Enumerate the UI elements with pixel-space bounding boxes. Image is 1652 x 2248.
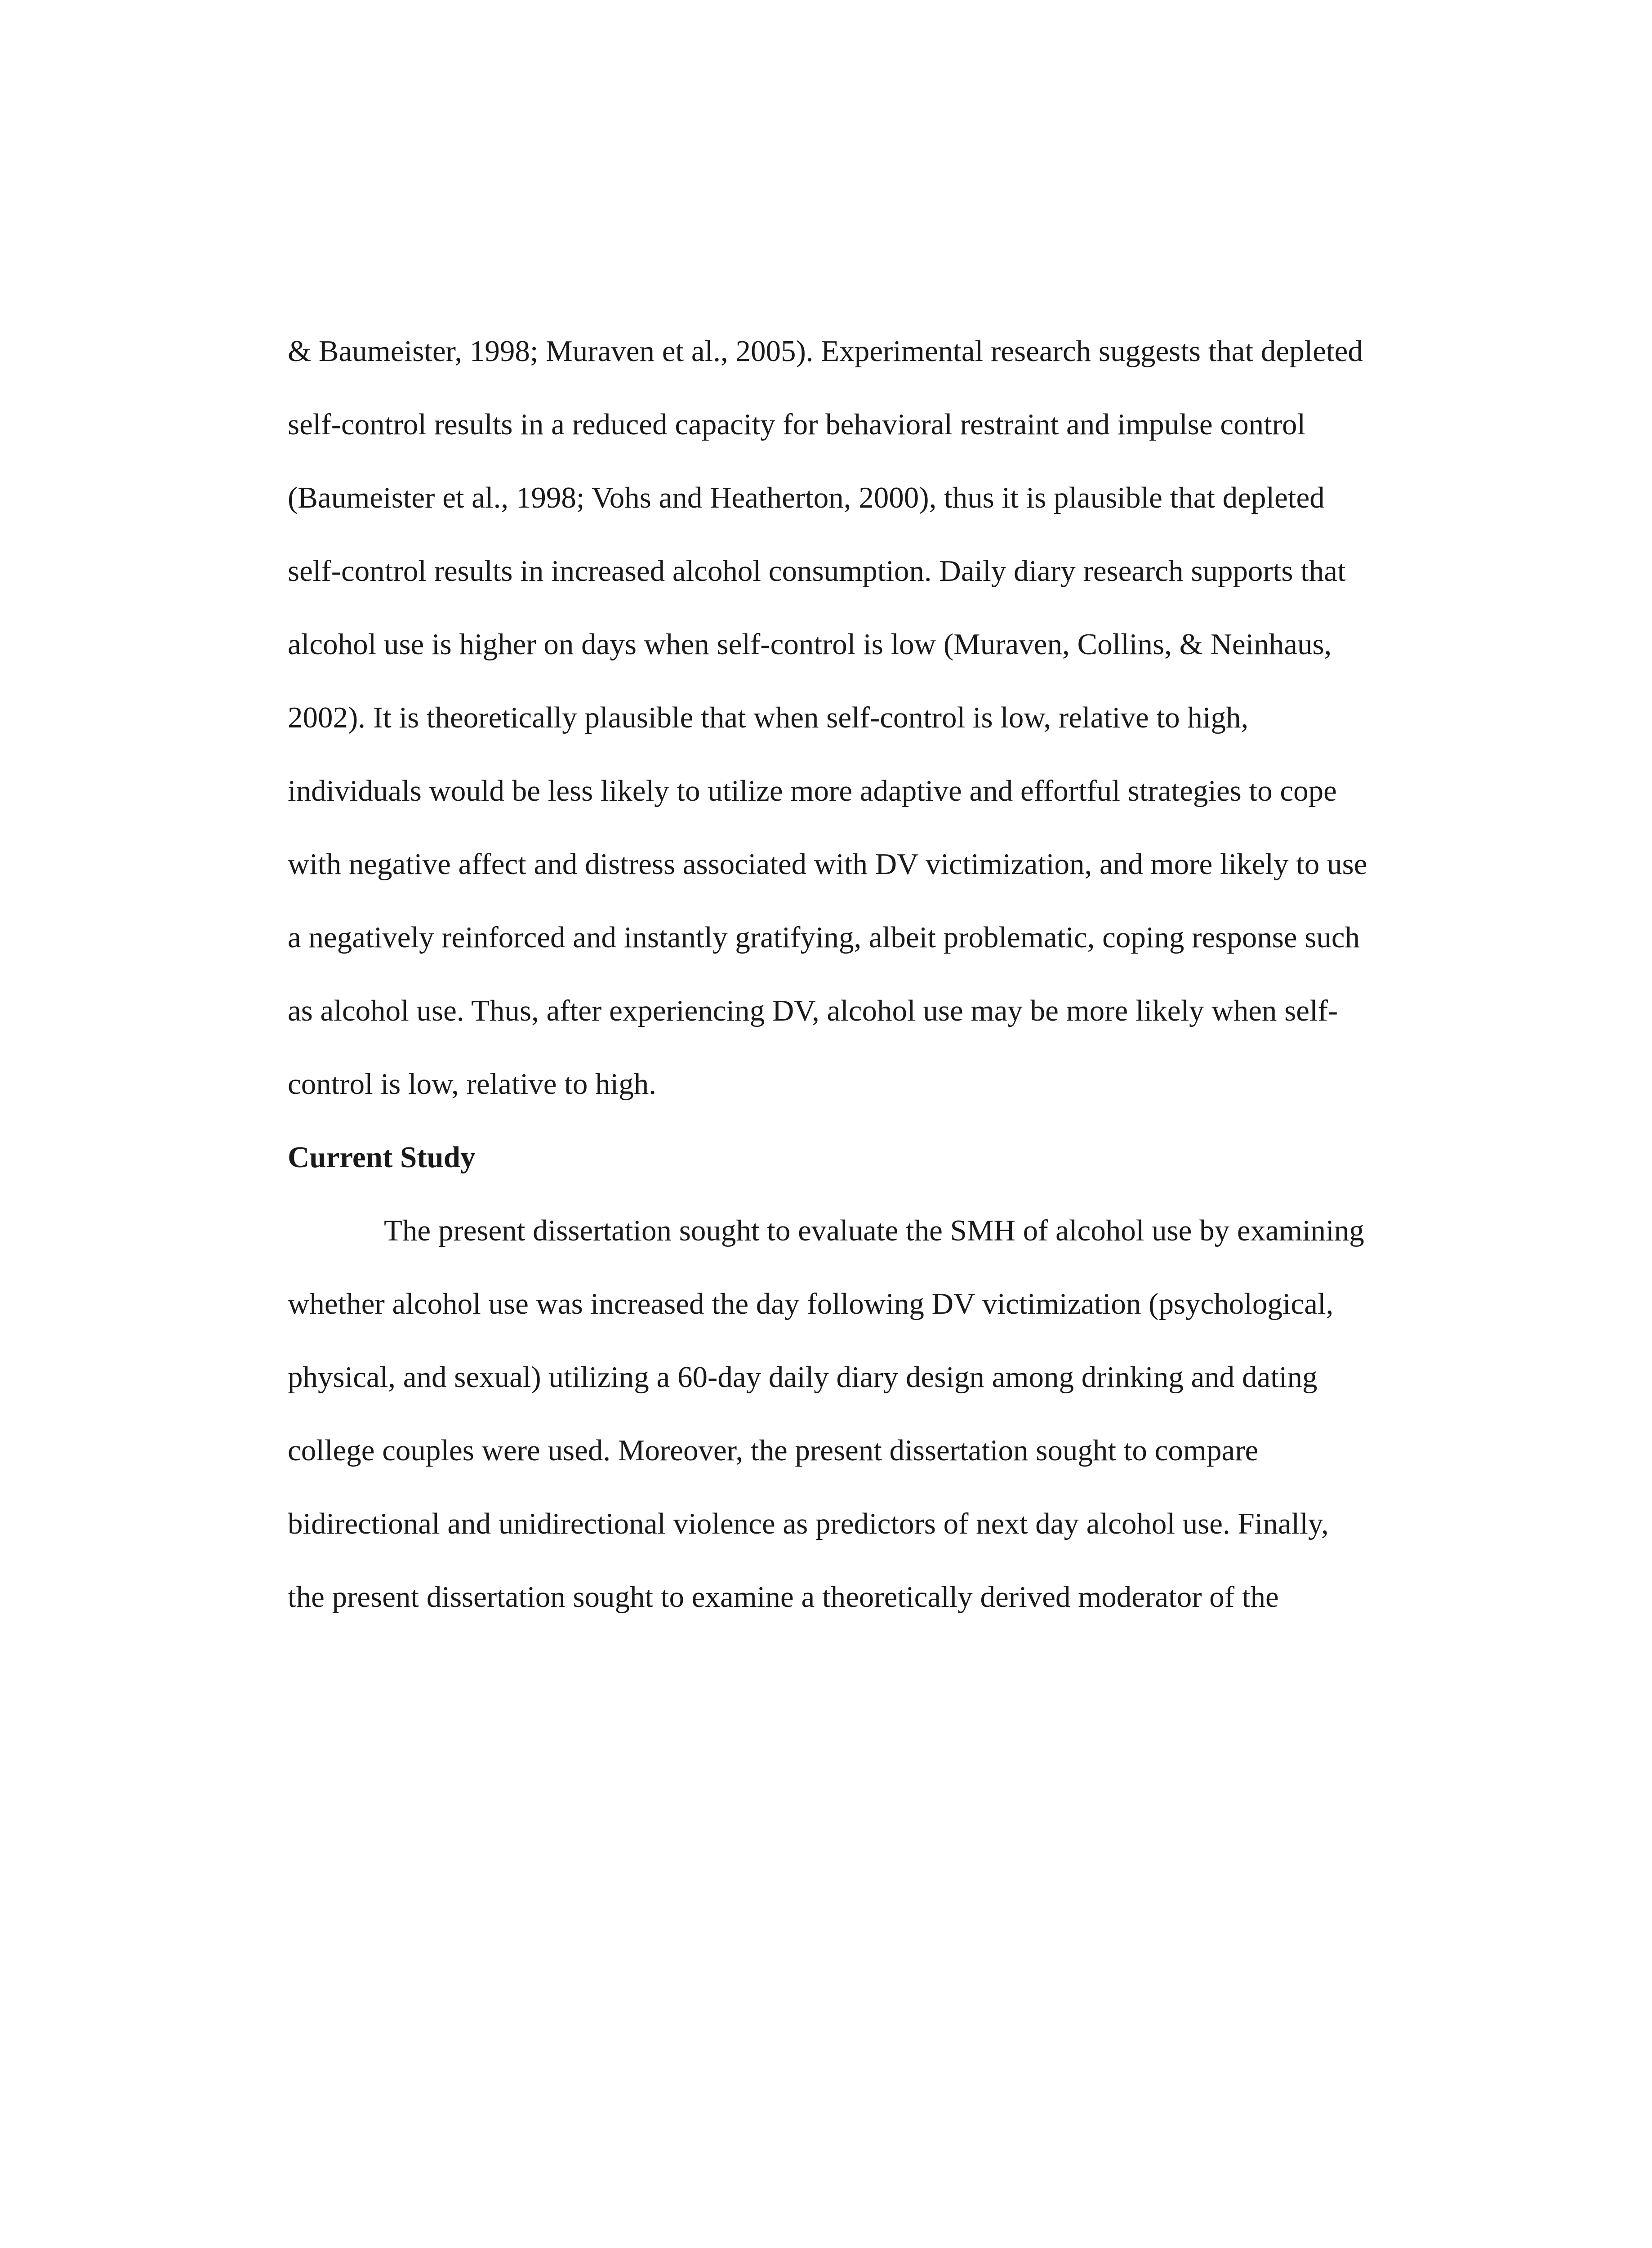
paragraph-2-line: The present dissertation sought to evaluate the SMH of alcohol use by examining [384,1214,1364,1247]
paragraph-1-line: & Baumeister, 1998; Muraven et al., 2005). Experimental research suggests that depleted [288,335,1363,368]
paragraph-1-line: self-control results in increased alcohol consumption. Daily diary research supports that [288,554,1346,588]
paragraph-1-line: (Baumeister et al., 1998; Vohs and Heatherton, 2000), thus it is plausible that depleted [288,481,1325,514]
paragraph-1-line: with negative affect and distress associated with DV victimization, and more likely to use [288,847,1367,881]
paragraph-2-line: bidirectional and unidirectional violence as predictors of next day alcohol use. Finally, [288,1507,1329,1540]
paragraph-1-line: 2002). It is theoretically plausible that when self-control is low, relative to high, [288,701,1249,734]
paragraph-2-line: the present dissertation sought to examine a theoretically derived moderator of the [288,1580,1279,1614]
section-heading: Current Study [288,1141,476,1174]
body-text [288,315,1438,1634]
paragraph-1-line: self-control results in a reduced capacity for behavioral restraint and impulse control [288,408,1306,441]
paragraph-1-line: alcohol use is higher on days when self-control is low (Muraven, Collins, & Neinhaus, [288,628,1332,661]
paragraph-1-line: a negatively reinforced and instantly gratifying, albeit problematic, coping response such [288,921,1360,954]
paragraph-2-line: college couples were used. Moreover, the present dissertation sought to compare [288,1434,1259,1467]
paragraph-1-line: individuals would be less likely to utilize more adaptive and effortful strategies to cope [288,774,1337,807]
paragraph-1-line: control is low, relative to high. [288,1067,656,1101]
paragraph-1-line: as alcohol use. Thus, after experiencing DV, alcohol use may be more likely when self- [288,994,1338,1027]
paragraph-2-line: whether alcohol use was increased the day following DV victimization (psychological, [288,1287,1334,1320]
paragraph-2-line: physical, and sexual) utilizing a 60-day daily diary design among drinking and dating [288,1360,1318,1394]
